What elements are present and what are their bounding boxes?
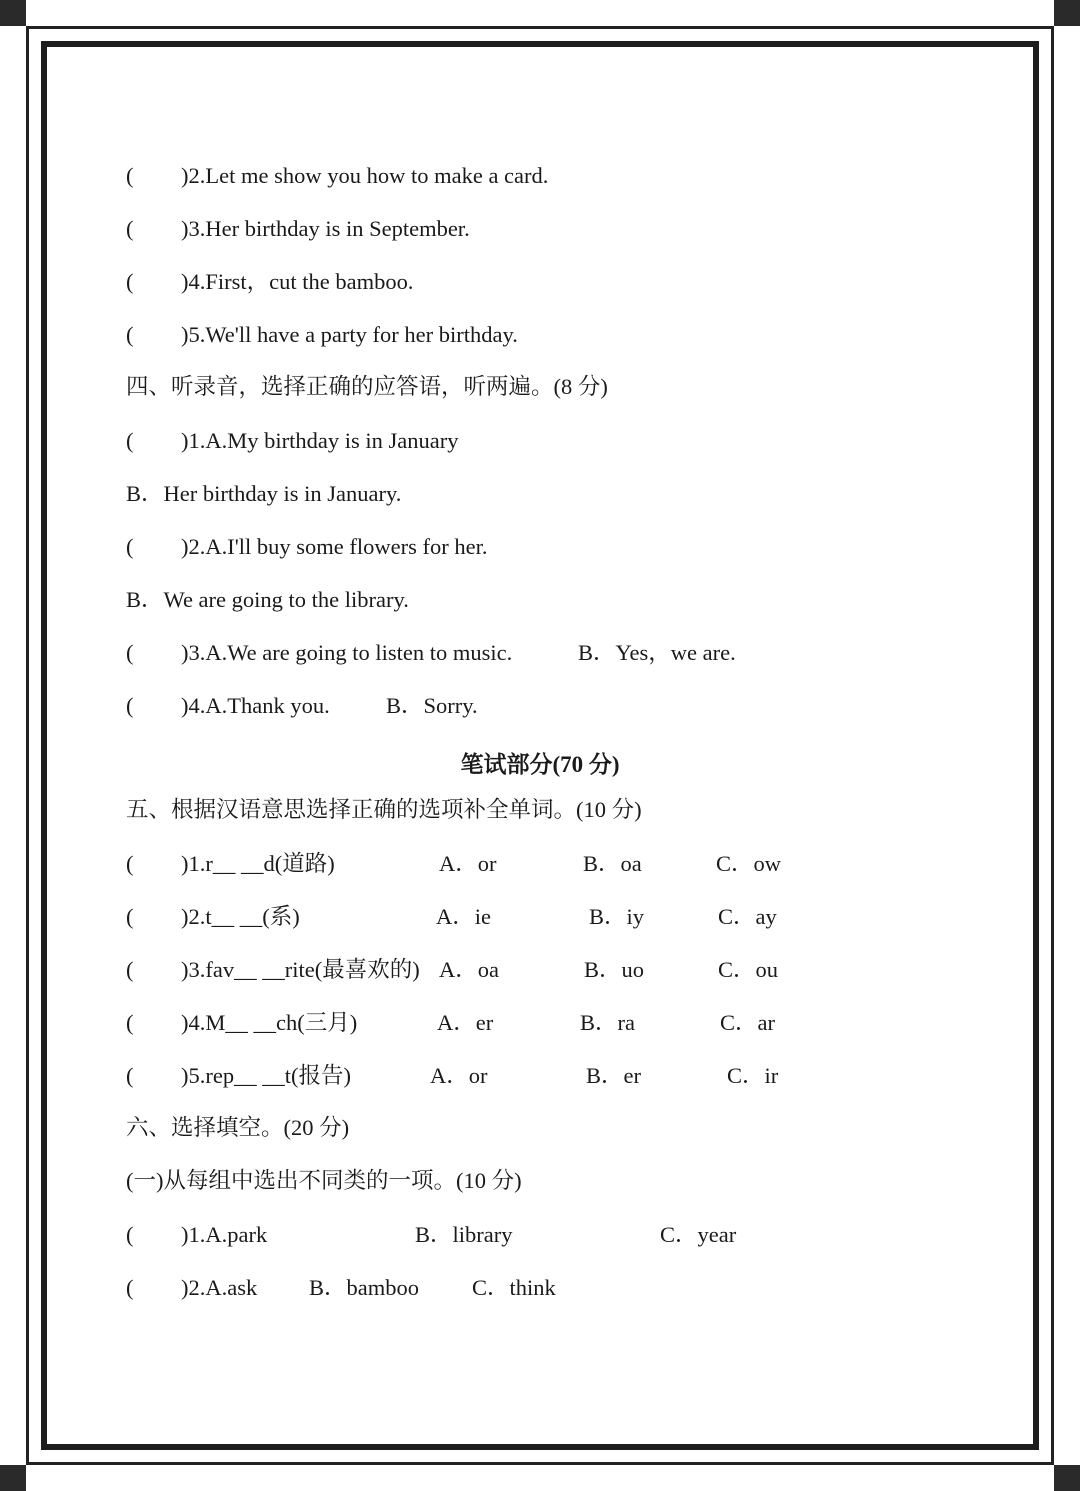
answer-paren: ( bbox=[126, 1222, 134, 1247]
option-a: )2.A.ask bbox=[181, 1275, 258, 1300]
question-text: )2.t__ __(系) bbox=[181, 904, 300, 929]
option-a: A．oa bbox=[439, 957, 499, 982]
section6-heading: 六、选择填空。(20 分) bbox=[126, 1115, 350, 1140]
answer-paren: ( bbox=[126, 322, 134, 347]
question-text: )4.First，cut the bamboo. bbox=[181, 269, 414, 294]
answer-paren: ( bbox=[126, 216, 134, 241]
option-a: )3.A.We are going to listen to music. bbox=[181, 640, 513, 665]
answer-paren: ( bbox=[126, 269, 134, 294]
question-text: )2.Let me show you how to make a card. bbox=[181, 163, 549, 188]
option-c: C．ow bbox=[716, 851, 782, 876]
question-text: )1.r__ __d(道路) bbox=[181, 851, 335, 876]
corner-mark-bottom-right bbox=[1054, 1465, 1080, 1491]
section6-subheading: (一)从每组中选出不同类的一项。(10 分) bbox=[126, 1168, 522, 1193]
answer-paren: ( bbox=[126, 163, 134, 188]
answer-paren: ( bbox=[126, 693, 134, 718]
option-b: B．oa bbox=[583, 851, 642, 876]
option-a: A．er bbox=[437, 1010, 494, 1035]
question-text: )3.Her birthday is in September. bbox=[181, 216, 470, 241]
option-a: )1.A.My birthday is in January bbox=[181, 428, 459, 453]
option-c: C．ar bbox=[720, 1010, 775, 1035]
option-c: C．ir bbox=[727, 1063, 779, 1088]
answer-paren: ( bbox=[126, 534, 134, 559]
option-c: C．ay bbox=[718, 904, 777, 929]
answer-paren: ( bbox=[126, 640, 134, 665]
option-a: A．ie bbox=[436, 904, 491, 929]
option-b: B．uo bbox=[584, 957, 645, 982]
written-part-title: 笔试部分(70 分) bbox=[460, 752, 620, 777]
question-text: )5.We'll have a party for her birthday. bbox=[181, 322, 518, 347]
option-c: C．think bbox=[472, 1275, 556, 1300]
question-text: )4.M__ __ch(三月) bbox=[181, 1010, 358, 1035]
option-a: A．or bbox=[430, 1063, 488, 1088]
option-a: )1.A.park bbox=[181, 1222, 268, 1247]
option-c: C．ou bbox=[718, 957, 779, 982]
answer-paren: ( bbox=[126, 957, 134, 982]
corner-mark-bottom-left bbox=[0, 1465, 26, 1491]
answer-paren: ( bbox=[126, 1275, 134, 1300]
option-c: C．year bbox=[660, 1222, 737, 1247]
option-a: )4.A.Thank you. bbox=[181, 693, 330, 718]
question-text: )3.fav__ __rite(最喜欢的) bbox=[181, 957, 420, 982]
s4-question-2-option-b: B．We are going to the library. bbox=[126, 587, 409, 612]
corner-mark-top-left bbox=[0, 0, 26, 26]
section5-heading: 五、根据汉语意思选择正确的选项补全单词。(10 分) bbox=[126, 797, 642, 822]
option-b: B．er bbox=[586, 1063, 641, 1088]
answer-paren: ( bbox=[126, 1010, 134, 1035]
option-b: B．Yes，we are. bbox=[578, 640, 736, 665]
answer-paren: ( bbox=[126, 428, 134, 453]
option-b: B．library bbox=[415, 1222, 513, 1247]
corner-mark-top-right bbox=[1054, 0, 1080, 26]
section4-heading: 四、听录音，选择正确的应答语，听两遍。(8 分) bbox=[126, 374, 608, 399]
s4-question-1-option-b: B．Her birthday is in January. bbox=[126, 481, 402, 506]
answer-paren: ( bbox=[126, 851, 134, 876]
option-b: B．Sorry. bbox=[386, 693, 478, 718]
option-b: B．ra bbox=[580, 1010, 635, 1035]
option-b: B．iy bbox=[589, 904, 645, 929]
option-a: )2.A.I'll buy some flowers for her. bbox=[181, 534, 488, 559]
option-b: B．bamboo bbox=[309, 1275, 419, 1300]
question-text: )5.rep__ __t(报告) bbox=[181, 1063, 351, 1088]
option-a: A．or bbox=[439, 851, 497, 876]
answer-paren: ( bbox=[126, 1063, 134, 1088]
answer-paren: ( bbox=[126, 904, 134, 929]
